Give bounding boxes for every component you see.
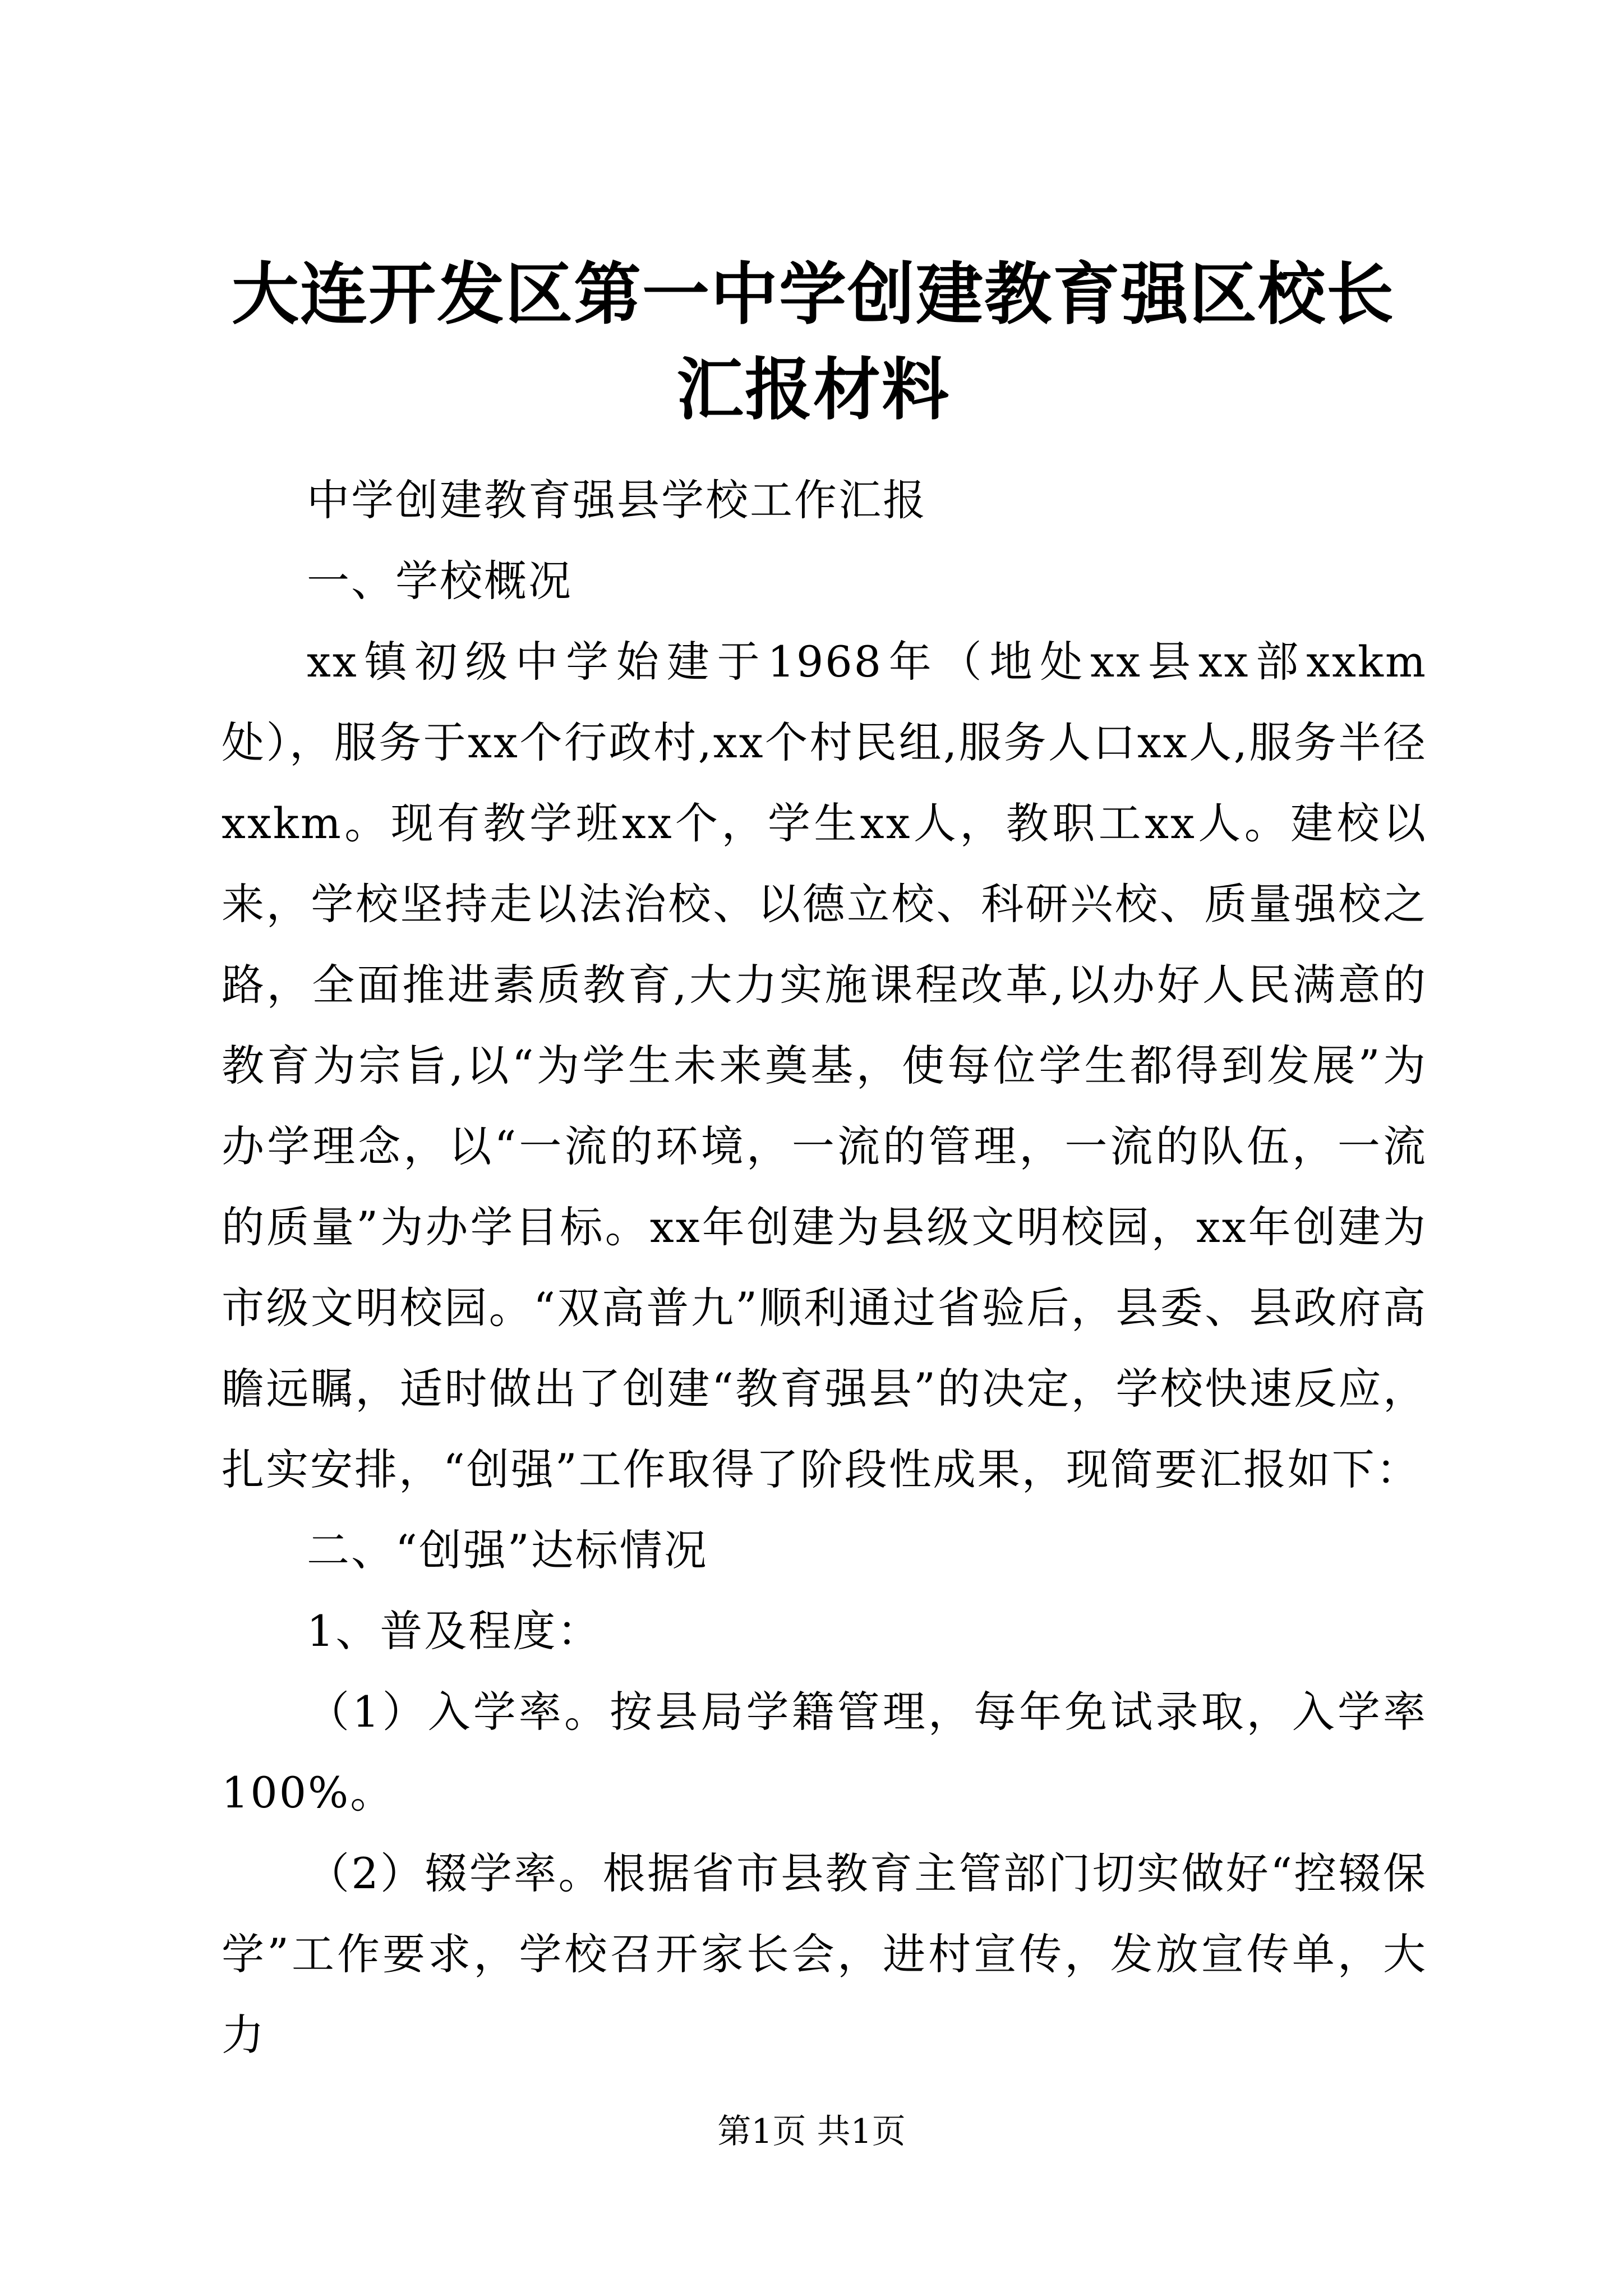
document-title: 大连开发区第一中学创建教育强区校长汇报材料 (232, 255, 1395, 429)
paragraph-school-overview: xx镇初级中学始建于1968年（地处xx县xx部xxkm处），服务于xx个行政村,xx个村民组,服务人口xx人,服务半径xxkm。现有教学班xx个，学生xx人，教职工xx人。建校以来，学校坚持走以法治校、以德立校、科研兴校、质量强校之路，全面推进素质教育,大力实施课程改革,以办好人民满意的教育为宗旨,以“为学生未来奠基，使每位学生都得到发展”为办学理念，以“一流的环境，一流的管理，一流的队伍，一流的质量”为办学目标。xx年创建为县级文明校园，xx年创建为市级文明校园。“双高普九”顺利通过省验后，县委、县政府高瞻远瞩，适时做出了创建“教育强县”的决定，学校快速反应，扎实安排，“创强”工作取得了阶段性成果，现简要汇报如下： (222, 637, 1427, 1494)
paragraph-dropout-rate: （2）辍学率。根据省市县教育主管部门切实做好“控辍保学”工作要求，学校召开家长会，进村宣传，发放宣传单，大力 (222, 1848, 1427, 2060)
document-body (222, 460, 1427, 2076)
paragraph-enrollment-rate: （1）入学率。按县局学籍管理，每年免试录取，入学率100%。 (222, 1687, 1427, 1818)
paragraph-section-1-heading: 一、学校概况 (307, 556, 573, 606)
paragraph-subsection-1-heading: 1、普及程度： (307, 1606, 602, 1656)
page-footer: 第1页 共1页 (717, 2112, 906, 2151)
paragraph-subtitle: 中学创建教育强县学校工作汇报 (307, 475, 927, 525)
paragraph-section-2-heading: 二、“创强”达标情况 (307, 1525, 708, 1575)
